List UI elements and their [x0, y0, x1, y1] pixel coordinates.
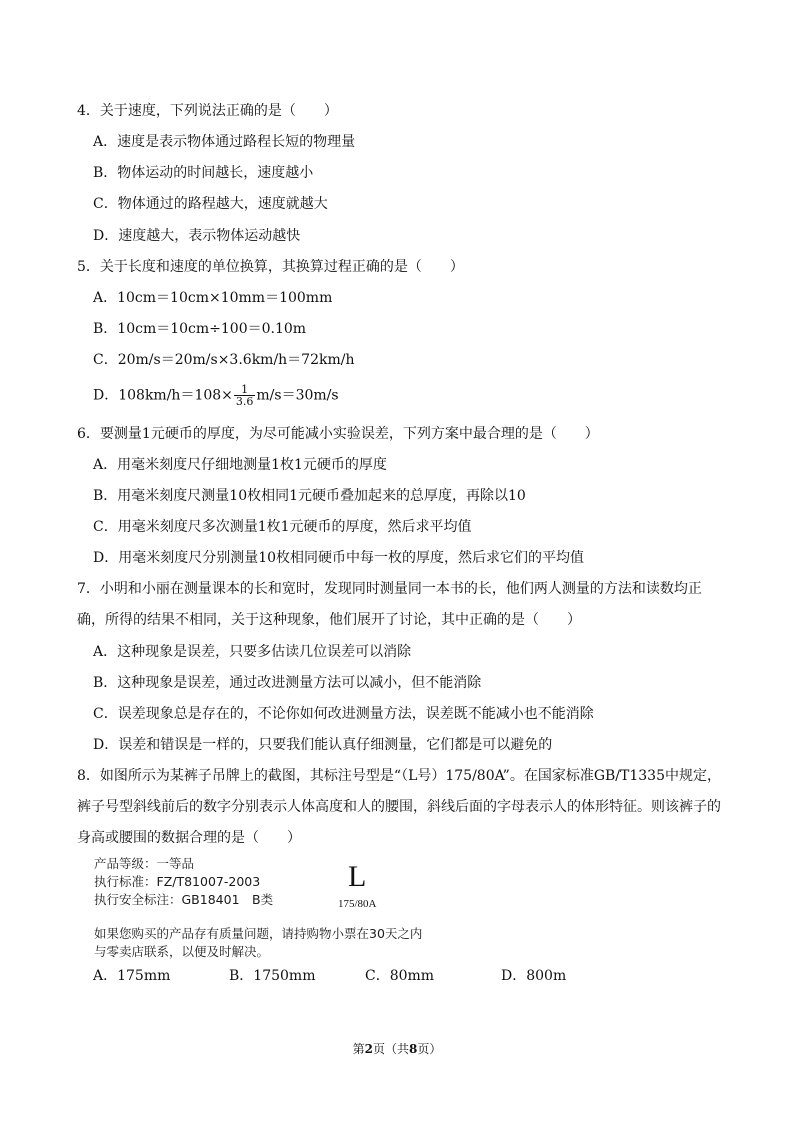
tag-standard: 执行标准：FZ/T81007-2003	[94, 874, 261, 889]
tag-grade: 产品等级：一等品	[94, 856, 195, 871]
tag-safety: 执行安全标注：GB18401 B类	[94, 892, 274, 907]
question-5-option-a: A．10cm＝10cm×10mm＝100mm	[93, 290, 333, 306]
footer-mid: 页（共	[372, 1042, 409, 1056]
question-7-stem: 7．小明和小丽在测量课本的长和宽时，发现同时测量同一本书的长，他们两人测量的方法和读数均正确，所得的结果不相同，关于这种现象，他们展开了讨论，其中正确的是（ ）	[77, 581, 702, 628]
question-8-stem: 8．如图所示为某裤子吊牌上的截图，其标注号型是“（L号）175/80A”。在国家标准GB/T1335中规定，裤子号型斜线前后的数字分别表示人体高度和人的腰围，斜线后面的字母表示人的体形特征。则该裤子的身高或腰围的数据合理的是（ ）	[77, 768, 721, 846]
tag-size-letter: L	[348, 860, 367, 893]
tag-size-code: 175/80A	[338, 898, 377, 910]
question-8-option-c: C．80mm	[365, 968, 435, 984]
question-5-option-b: B．10cm＝10cm÷100＝0.10m	[93, 321, 307, 337]
question-5-option-d	[93, 384, 339, 407]
question-8-option-a: A．175mm	[93, 968, 171, 984]
footer-page-number: 2	[364, 1042, 373, 1056]
fraction-denominator: 3.6	[235, 395, 254, 408]
option-d-prefix: D．108km/h＝108×	[93, 387, 233, 404]
question-5-option-c: C．20m/s＝20m/s×3.6km/h＝72km/h	[93, 352, 355, 368]
question-6-option-d: D．用毫米刻度尺分别测量10枚相同硬币中每一枚的厚度，然后求它们的平均值	[93, 550, 585, 566]
question-6-stem: 6．要测量1元硬币的厚度，为尽可能减小实验误差，下列方案中最合理的是（ ）	[77, 426, 599, 442]
tag-notice-line-1: 如果您购买的产品存有质量问题，请持购物小票在30天之内	[94, 926, 423, 941]
page-footer	[0, 1040, 794, 1057]
question-4-option-c: C．物体通过的路程越大，速度就越大	[93, 196, 328, 212]
fraction	[234, 384, 256, 407]
question-5-stem: 5．关于长度和速度的单位换算，其换算过程正确的是（ ）	[77, 259, 464, 275]
question-4-option-b: B．物体运动的时间越长，速度越小	[93, 165, 314, 181]
footer-total-pages: 8	[409, 1042, 418, 1056]
tag-notice-line-2: 与零卖店联系，以便及时解决。	[94, 944, 270, 959]
footer-prefix: 第	[352, 1042, 365, 1056]
footer-suffix: 页）	[417, 1042, 442, 1056]
question-8-option-d: D．800m	[501, 968, 567, 984]
question-7-option-d: D．误差和错误是一样的，只要我们能认真仔细测量，它们都是可以避免的	[93, 737, 553, 753]
question-4-stem: 4．关于速度，下列说法正确的是（ ）	[77, 103, 338, 119]
question-6-option-a: A．用毫米刻度尺仔细地测量1枚1元硬币的厚度	[93, 457, 387, 473]
question-6-option-c: C．用毫米刻度尺多次测量1枚1元硬币的厚度，然后求平均值	[93, 519, 472, 535]
option-d-suffix: m/s＝30m/s	[256, 387, 339, 404]
fraction-numerator: 1	[234, 384, 256, 396]
question-4-option-d: D．速度越大，表示物体运动越快	[93, 228, 301, 244]
question-7-option-c: C．误差现象总是存在的，不论你如何改进测量方法，误差既不能减小也不能消除	[93, 706, 594, 722]
question-7-option-a: A．这种现象是误差，只要多估读几位误差可以消除	[93, 644, 412, 660]
pants-tag-figure	[94, 852, 454, 964]
question-7-option-b: B．这种现象是误差，通过改进测量方法可以减小，但不能消除	[93, 675, 482, 691]
question-4-option-a: A．速度是表示物体通过路程长短的物理量	[93, 134, 356, 150]
question-6-option-b: B．用毫米刻度尺测量10枚相同1元硬币叠加起来的总厚度，再除以10	[93, 488, 526, 504]
question-8-option-b: B．1750mm	[229, 968, 316, 984]
